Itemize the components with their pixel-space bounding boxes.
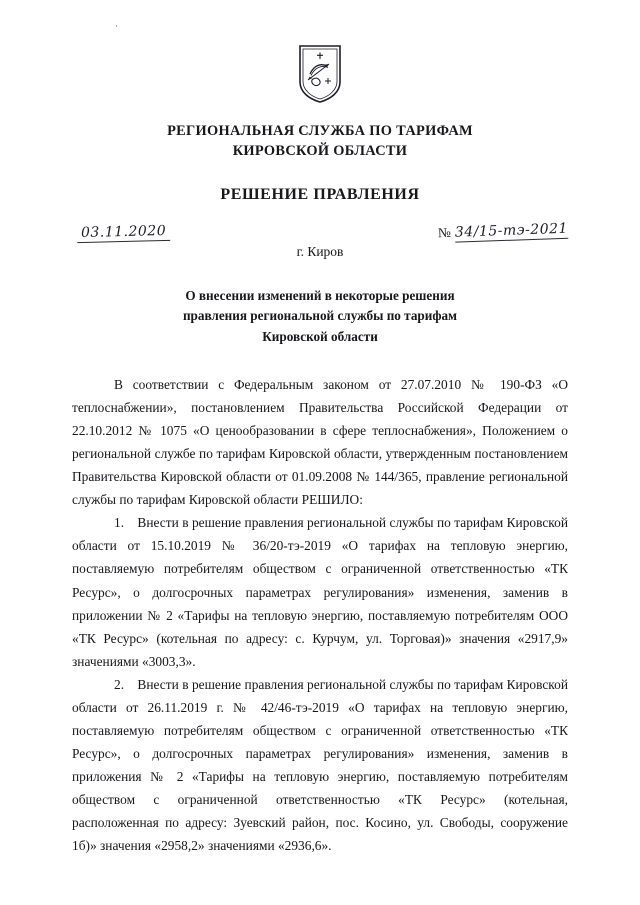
document-subject-line-1: О внесении изменений в некоторые решения (185, 287, 455, 303)
document-city: г. Киров (296, 243, 344, 259)
emblem-container (72, 0, 568, 104)
organization-title (72, 122, 568, 162)
coat-of-arms-icon (297, 44, 343, 104)
document-date: 03.11.2020 (77, 223, 171, 243)
body-paragraph: В соответствии с Федеральным законом от 27.07.2010 № 190-ФЗ «О теплоснабжении», постановлением Правительства Российской Федерации от 22.10.2012 № 1075 «О ценообразовании в сфере теплоснабжения», Положением о региональной службе по тарифам Кировской области, утвержденным постановлением Правительства Кировской области от 01.09.2008 № 144/365, правление региональной службы по тарифам Кировской области РЕШИЛО: (72, 377, 568, 508)
document-subject (72, 286, 568, 347)
document-subject-line-2: правления региональной службы по тарифам (182, 308, 458, 324)
document-type-heading: РЕШЕНИЕ ПРАВЛЕНИЯ (220, 185, 420, 203)
organization-title-line-2: КИРОВСКОЙ ОБЛАСТИ (232, 142, 408, 159)
document-body (72, 373, 568, 857)
body-paragraph: 1. Внести в решение правления региональной службы по тарифам Кировской области от 15.10.2019 № 36/20-тэ-2019 «О тарифах на тепловую энергию, поставляемую потребителям обществом с ограниченной ответственностью «ТК Ресурс», о долгосрочных параметрах регулирования» изменения, заменив в приложении № 2 «Тарифы на тепловую энергию, поставляемую потребителям ООО «ТК Ресурс» (котельная по адресу: с. Курчум, ул. Торговая)» значения «2917,9» значениями «3003,3». (72, 515, 568, 669)
document-number (438, 219, 569, 242)
document-number-value: 34/15-тэ-2021 (454, 220, 569, 241)
organization-title-line-1: РЕГИОНАЛЬНАЯ СЛУЖБА ПО ТАРИФАМ (167, 123, 473, 139)
document-number-label: № (437, 224, 452, 241)
stray-pencil-mark: · (115, 21, 118, 31)
document-subject-line-3: Кировской области (262, 328, 378, 344)
body-paragraph: 2. Внести в решение правления региональной службы по тарифам Кировской области от 26.11.2019 г. № 42/46-тэ-2019 «О тарифах на тепловую энергию, поставляемую потребителям обществом с ограниченной ответственностью «ТК Ресурс», о долгосрочных параметрах регулирования» изменения, заменив в приложения № 2 «Тарифы на тепловую энергию, поставляемую потребителям обществом с ограниченной ответственностью «ТК Ресурс» (котельная, расположенная по адресу: Зуевский район, пос. Косино, ул. Свободы, сооружение 1б)» значения «2958,2» значениями «2936,6». (72, 676, 568, 854)
document-meta-row (72, 220, 569, 264)
